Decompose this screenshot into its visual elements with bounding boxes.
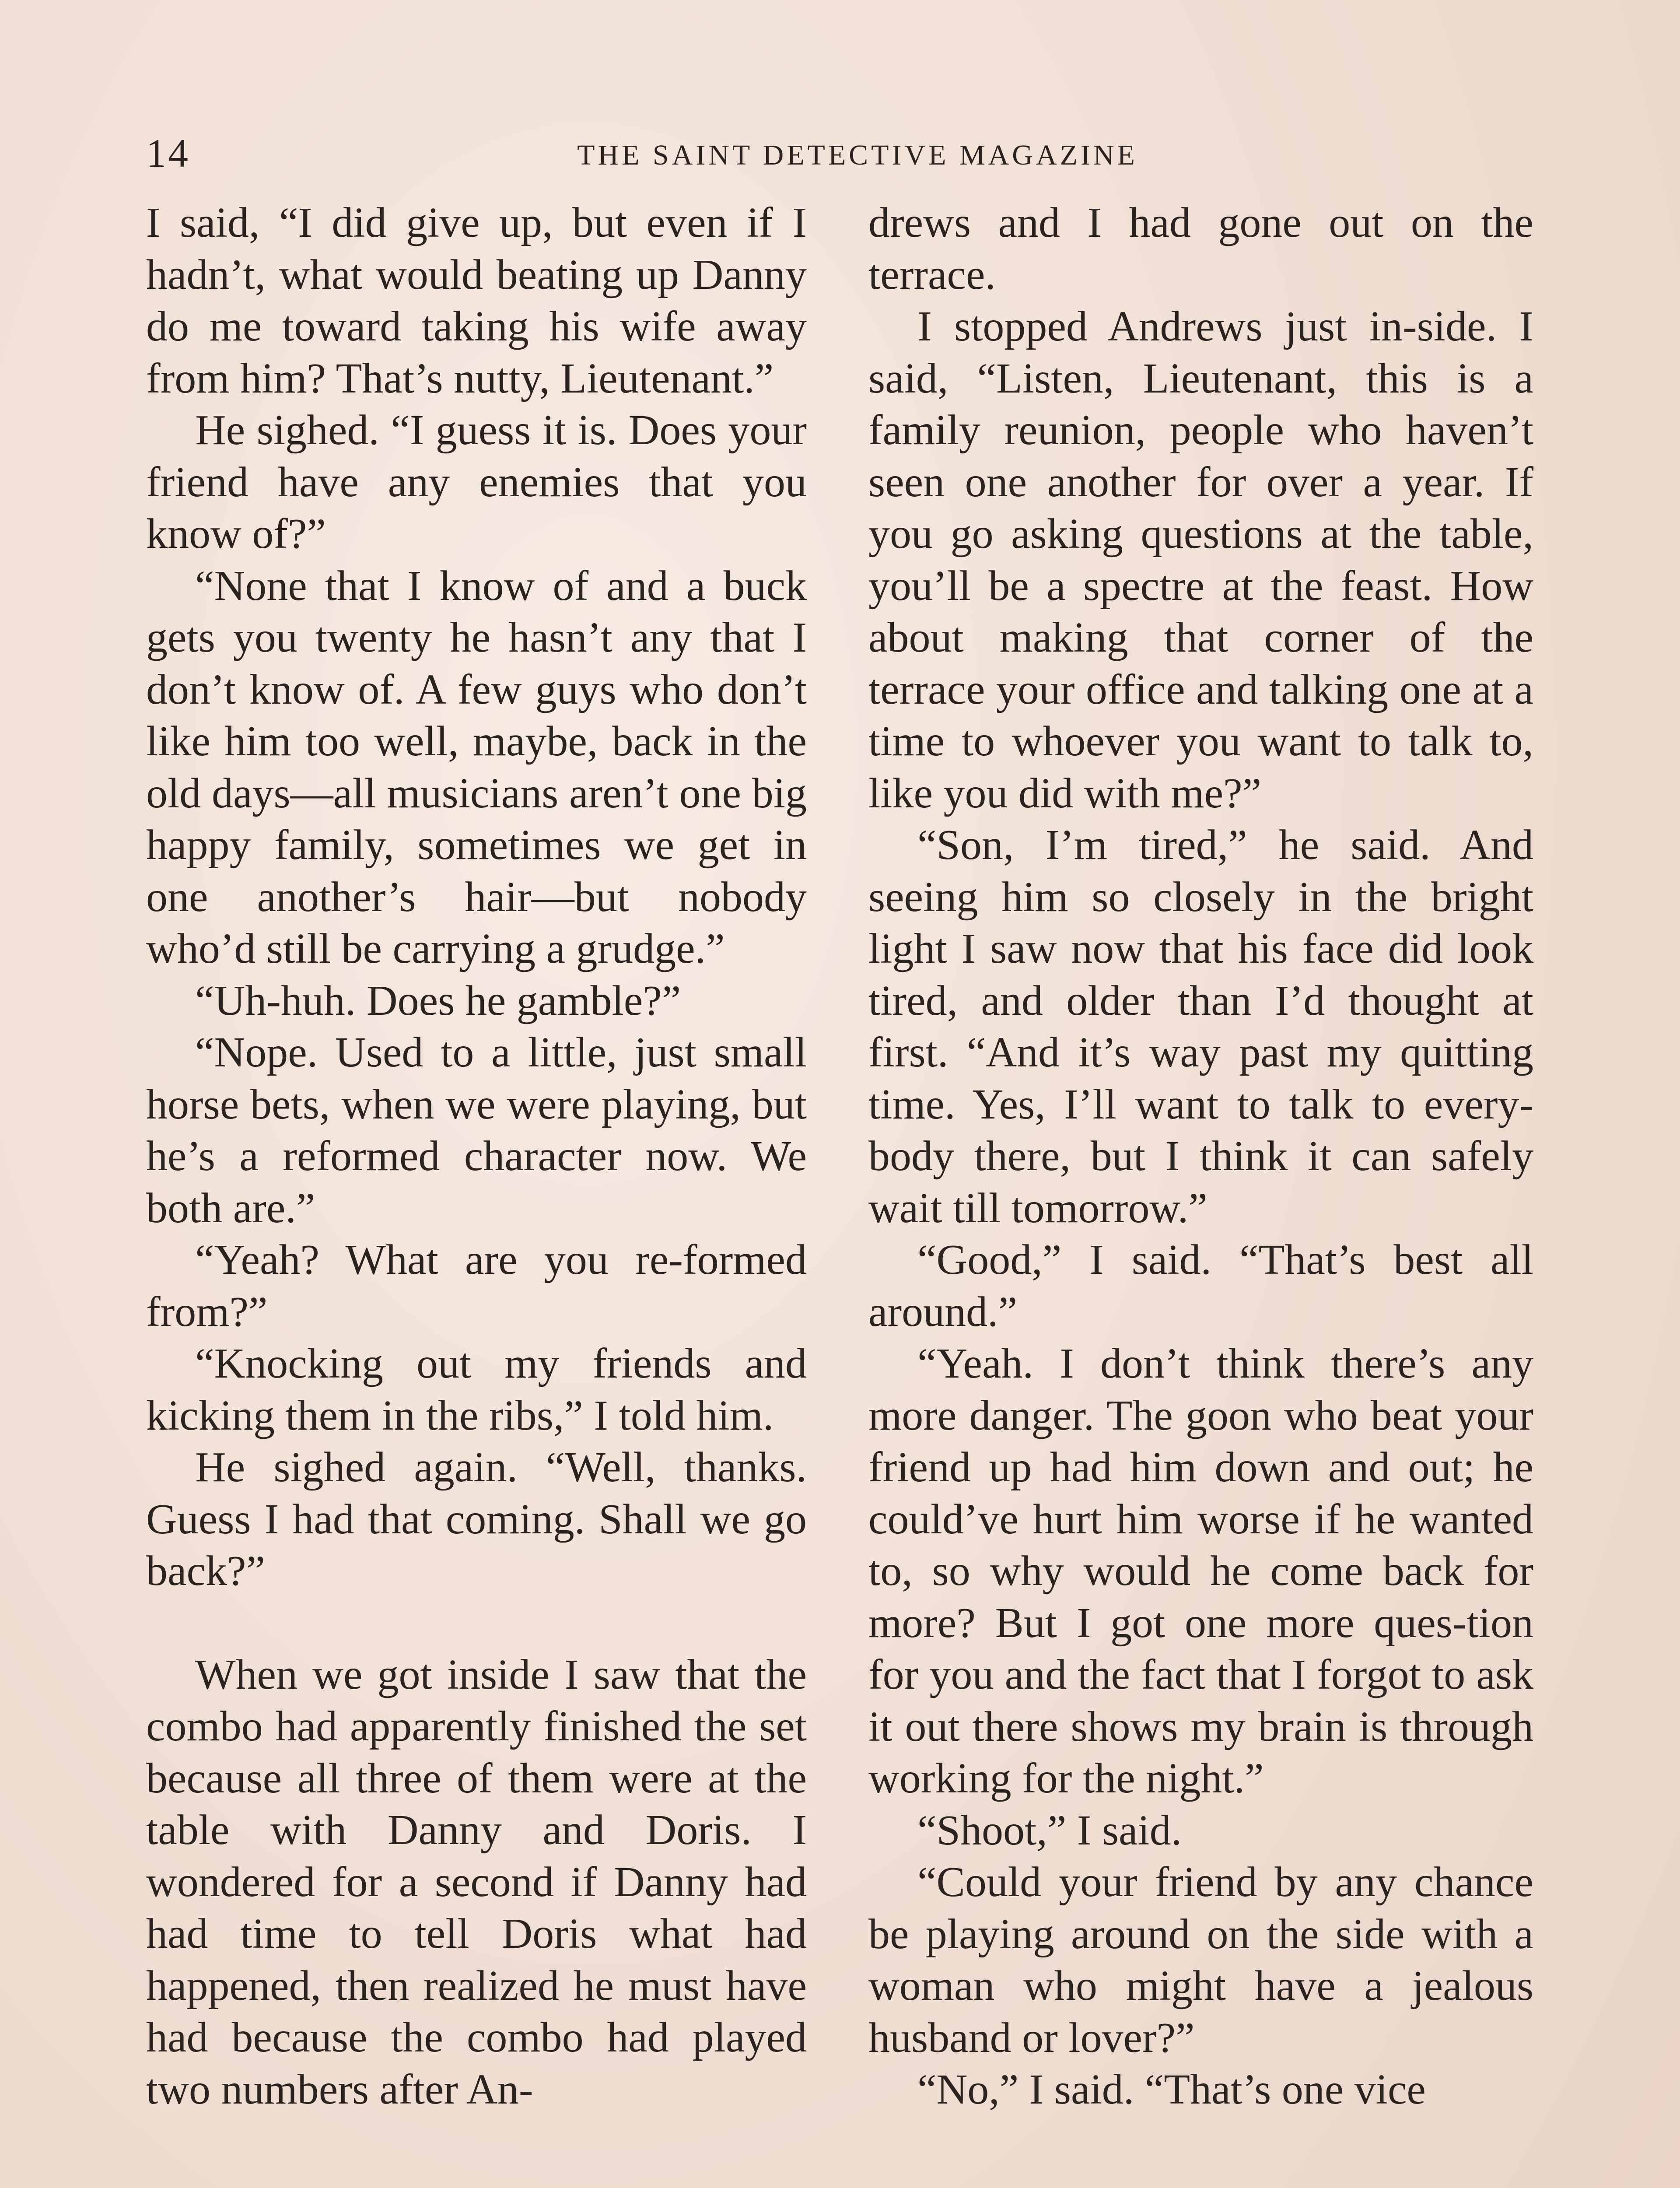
left-column [146,197,807,2115]
running-head: THE SAINT DETECTIVE MAGAZINE [577,139,1138,171]
page-number: 14 [146,131,190,175]
paragraph: “Good,” I said. “That’s best all around.” [868,1236,1533,1336]
paragraph: drews and I had gone out on the terrace. [868,199,1533,298]
paragraph: “Yeah. I don’t think there’s any more danger. The goon who beat your friend up had him down and out; he could’ve hurt him worse if he wanted to, so why would he come back for more? But I got one more ques-tion for you and the fact that I forgot to ask it out there shows my brain is through working for the night.” [868,1340,1533,1802]
paragraph: He sighed again. “Well, thanks. Guess I had that coming. Shall we go back?” [146,1444,807,1595]
right-column [868,197,1533,2116]
paragraph: “Nope. Used to a little, just small horse bets, when we were playing, but he’s a reformed character now. We both are.” [146,1029,807,1232]
paragraph: He sighed. “I guess it is. Does your friend have any enemies that you know of?” [146,407,807,558]
paragraph: “None that I know of and a buck gets you twenty he hasn’t any that I don’t know of. A few guys who don’t like him too well, maybe, back in the old days—all musicians aren’t one big happy family, sometimes we get in one another’s hair—but nobody who’d still be carrying a grudge.” [146,562,807,972]
paragraph: When we got inside I saw that the combo had apparently finished the set because all three of them were at the table with Danny and Doris. I wondered for a second if Danny had had time to tell Doris what had happened, then realized he must have had because the combo had played two numbers after An- [146,1651,807,2113]
paragraph: “Knocking out my friends and kicking them in the ribs,” I told him. [146,1340,807,1439]
paragraph: I said, “I did give up, but even if I hadn’t, what would beating up Danny do me toward taking his wife away from him? That’s nutty, Lieutenant.” [146,199,807,402]
paragraph: I stopped Andrews just in-side. I said, “Listen, Lieutenant, this is a family reunion, people who haven’t seen one another for over a year. If you go asking questions at the table, you’ll be a spectre at the feast. How about making that corner of the terrace your office and talking one at a time to whoever you want to talk to, like you did with me?” [868,303,1533,817]
paragraph: “Yeah? What are you re-formed from?” [146,1236,807,1336]
paragraph: “No,” I said. “That’s one vice [917,2066,1426,2113]
paragraph: “Son, I’m tired,” he said. And seeing him so closely in the bright light I saw now that his face did look tired, and older than I’d thought at first. “And it’s way past my quitting time. Yes, I’ll want to talk to every-body there, but I think it can safely wait till tomorrow.” [868,821,1533,1232]
paragraph: “Could your friend by any chance be playing around on the side with a woman who might have a jealous husband or lover?” [868,1858,1533,2062]
paragraph: “Uh-huh. Does he gamble?” [195,977,681,1024]
paragraph: “Shoot,” I said. [917,1806,1182,1854]
